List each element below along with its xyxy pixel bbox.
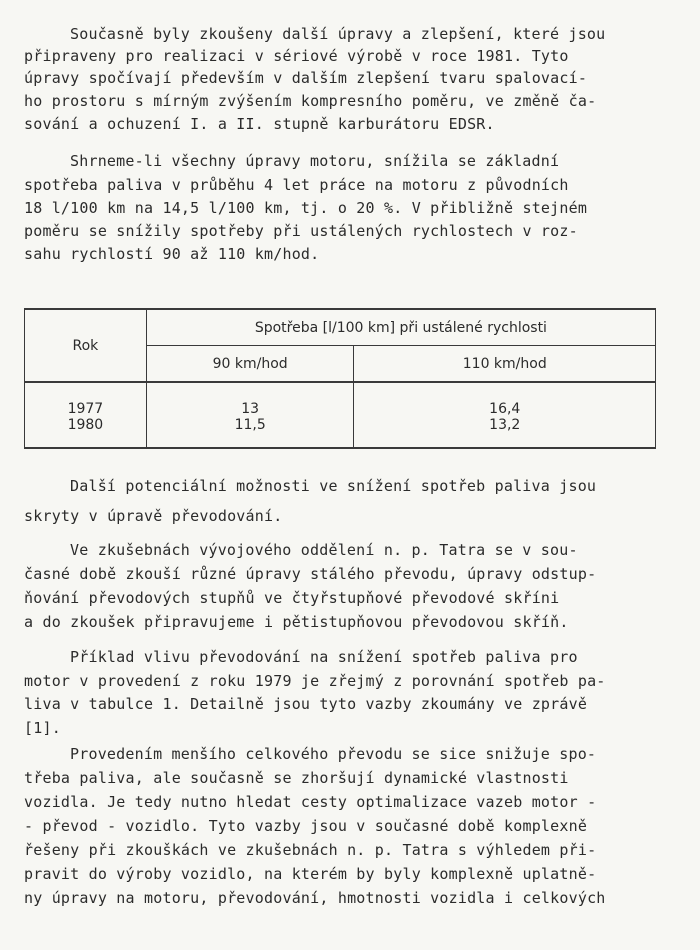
paragraph-6-line-5: řešeny při zkouškách ve zkušebnách n. p. Tatra s výhledem při- — [24, 841, 597, 859]
paragraph-6-line-2: třeba paliva, ale současně se zhoršují dynamické vlastnosti — [24, 769, 569, 787]
paragraph-6-line-7: ny úpravy na motoru, převodování, hmotnosti vozidla i celkových — [24, 889, 606, 907]
table-row — [25, 382, 656, 417]
paragraph-4-line-1: Ve zkušebnách vývojového oddělení n. p. Tatra se v sou- — [70, 541, 578, 559]
table-row — [25, 417, 656, 448]
paragraph-3-line-1: Další potenciální možnosti ve snížení spotřeb paliva jsou — [70, 477, 597, 495]
paragraph-5-line-3: liva v tabulce 1. Detailně jsou tyto vazby zkoumány ve zprávě — [24, 695, 588, 713]
paragraph-5-line-1: Příklad vlivu převodování na snížení spotřeb paliva pro — [70, 648, 578, 666]
paragraph-1-line-2: připraveny pro realizaci v sériové výrobě v roce 1981. Tyto — [24, 47, 569, 65]
paragraph-4-line-3: ňování převodových stupňů ve čtyřstupňové převodové skříni — [24, 589, 560, 607]
speed-110-header: 110 km/hod — [354, 346, 656, 383]
paragraph-1-line-1: Současně byly zkoušeny další úpravy a zlepšení, které jsou — [70, 25, 606, 43]
paragraph-1-line-3: úpravy spočívají především v dalším zlepšení tvaru spalovací- — [24, 69, 588, 87]
paragraph-6-line-1: Provedením menšího celkového převodu se sice snižuje spo- — [70, 745, 597, 763]
year-cell: 1980 — [25, 417, 147, 448]
consumption-110-cell: 16,4 — [354, 382, 656, 417]
consumption-group-header: Spotřeba [l/100 km] při ustálené rychlosti — [146, 309, 655, 346]
paragraph-3-line-2: skryty v úpravě převodování. — [24, 507, 283, 525]
consumption-90-cell: 11,5 — [146, 417, 354, 448]
year-cell: 1977 — [25, 382, 147, 417]
paragraph-6-line-3: vozidla. Je tedy nutno hledat cesty optimalizace vazeb motor - — [24, 793, 597, 811]
year-column-header: Rok — [25, 309, 147, 382]
paragraph-4-line-4: a do zkoušek připravujeme i pětistupňovou převodovou skříň. — [24, 613, 569, 631]
paragraph-2-line-1: Shrneme-li všechny úpravy motoru, snížila se základní — [70, 152, 560, 170]
paragraph-1-line-4: ho prostoru s mírným zvýšením kompresního poměru, ve změně ča- — [24, 92, 597, 110]
paragraph-2-line-5: sahu rychlostí 90 až 110 km/hod. — [24, 245, 320, 263]
paragraph-6-line-4: - převod - vozidlo. Tyto vazby jsou v současné době komplexně — [24, 817, 588, 835]
consumption-110-cell: 13,2 — [354, 417, 656, 448]
paragraph-6-line-6: pravit do výroby vozidlo, na kterém by byly komplexně uplatně- — [24, 865, 597, 883]
paragraph-2-line-2: spotřeba paliva v průběhu 4 let práce na motoru z původních — [24, 176, 569, 194]
speed-90-header: 90 km/hod — [146, 346, 354, 383]
paragraph-4-line-2: časné době zkouší různé úpravy stálého převodu, úpravy odstup- — [24, 565, 597, 583]
paragraph-1-line-5: sování a ochuzení I. a II. stupně karburátoru EDSR. — [24, 115, 495, 133]
paragraph-5-line-4: [1]. — [24, 719, 61, 737]
paragraph-2-line-4: poměru se snížily spotřeby při ustálených rychlostech v roz- — [24, 222, 578, 240]
paragraph-2-line-3: 18 l/100 km na 14,5 l/100 km, tj. o 20 %. V přibližně stejném — [24, 199, 588, 217]
fuel-consumption-table — [24, 308, 656, 449]
consumption-90-cell: 13 — [146, 382, 354, 417]
paragraph-5-line-2: motor v provedení z roku 1979 je zřejmý z porovnání spotřeb pa- — [24, 672, 606, 690]
